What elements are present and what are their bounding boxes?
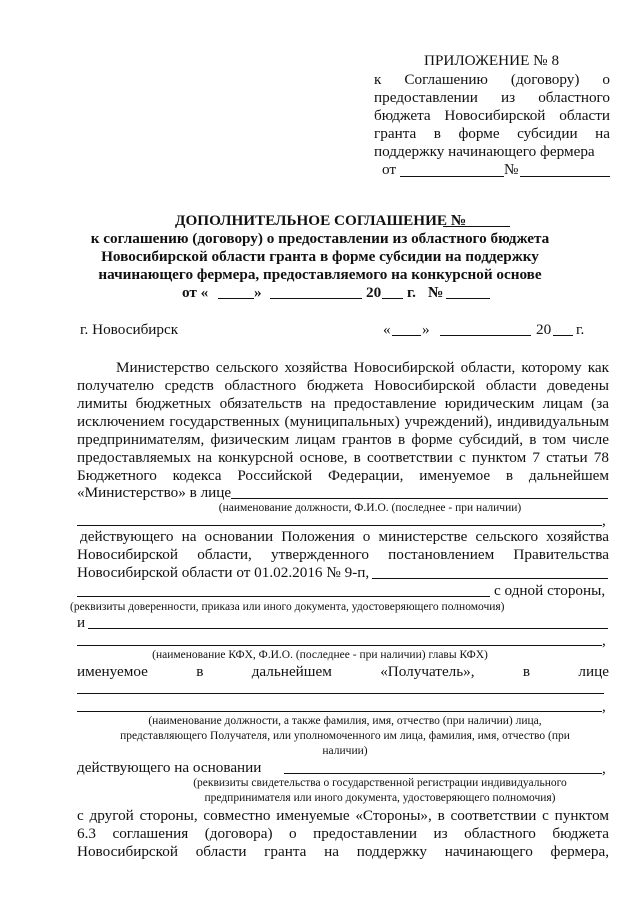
body-line: Новосибирской области гранта на поддержку начинающего фермера, (77, 843, 609, 860)
comma: , (602, 632, 606, 649)
place-year-prefix: 20 (536, 321, 552, 338)
place-day-field (392, 335, 421, 336)
acting-basis-field (284, 773, 602, 774)
decree-line: Новосибирской области от 01.02.2016 № 9-п, (77, 564, 370, 581)
body-line: 6.3 соглашения (договора) о предоставлении из областного бюджета (77, 825, 609, 842)
body-line: предоставляемых на конкурсной основе, в соответствии с пунктом 7 статьи 78 (77, 449, 609, 466)
kfh-field-2 (77, 645, 602, 646)
body-line: исключением государственных (муниципальных) учреждений), индивидуальным (77, 413, 609, 430)
body-line: действующего на основании Положения о министерстве сельского хозяйства (80, 528, 609, 545)
body-line: с другой стороны, совместно именуемые «Стороны», в соответствии с пунктом (77, 807, 609, 824)
place-quote-close: » (422, 321, 430, 338)
caption-representative: представляющего Получателя, или уполномоченного им лица, фамилия, имя, отчество (при (120, 730, 570, 742)
body-line: получателю средств областного бюджета Новосибирской области доведены (77, 377, 609, 394)
body-line: Министерство сельского хозяйства Новосибирской области, которому как (116, 359, 609, 376)
heading-month-field (270, 298, 362, 299)
heading-line: начинающего фермера, предоставляемого на конкурсной основе (98, 266, 542, 283)
appendix-date-field (400, 176, 504, 177)
acting-basis-label: действующего на основании (77, 759, 262, 776)
appendix-line: гранта в форме субсидии на (374, 125, 610, 142)
place-year-field (553, 335, 573, 336)
caption-position-name: (наименование должности, Ф.И.О. (последнее - при наличии) (218, 502, 522, 514)
body-line: предпринимателям, физическим лицам грантов в форме субсидий, в том числе (77, 431, 609, 448)
agreement-title (175, 212, 466, 230)
hereinafter-line (77, 663, 609, 681)
comma: , (602, 760, 606, 777)
city-label: г. Новосибирск (80, 321, 179, 338)
heading-year-field (382, 298, 403, 299)
hereinafter-word: лице (578, 663, 609, 680)
ministry-in-person: «Министерство» в лице (77, 484, 232, 501)
caption-certificate: предпринимателя или иного документа, удостоверяющего полномочия) (204, 792, 556, 804)
caption-certificate: (реквизиты свидетельства о государственной регистрации индивидуального (193, 777, 567, 789)
heading-line: Новосибирской области гранта в форме субсидии на поддержку (101, 248, 539, 265)
body-line: Бюджетного кодекса Российской Федерации, именуемое в дальнейшем (77, 467, 609, 484)
appendix-number-label: № (504, 161, 519, 178)
heading-year-prefix: 20 (366, 284, 382, 301)
body-line: Новосибирской области, утвержденного постановлением Правительства (77, 546, 609, 563)
appendix-line: к Соглашению (договору) о (374, 71, 610, 88)
caption-representative: (наименование должности, а также фамилия, имя, отчество (при наличии) лица, (148, 715, 542, 727)
heading-number-field (446, 298, 490, 299)
place-month-field (440, 335, 531, 336)
agreement-title-text: ДОПОЛНИТЕЛЬНОЕ СОГЛАШЕНИЕ № (175, 212, 467, 229)
comma: , (602, 698, 606, 715)
heading-number-label: № (428, 284, 444, 301)
one-side-label: с одной стороны, (494, 582, 606, 599)
hereinafter-word: именуемое (77, 663, 148, 680)
blank-line (77, 525, 602, 526)
appendix-line: бюджета Новосибирской области (374, 107, 610, 124)
kfh-field-1 (88, 628, 608, 629)
agreement-number-field (443, 226, 510, 227)
heading-day-field (218, 298, 254, 299)
heading-quote-close: » (254, 284, 262, 301)
caption-power-attorney: (реквизиты доверенности, приказа или иного документа, удостоверяющего полномочия) (70, 601, 505, 613)
representative-field-1 (77, 693, 604, 694)
hereinafter-word: в (196, 663, 204, 680)
appendix-title: ПРИЛОЖЕНИЕ № 8 (424, 52, 560, 69)
body-line: лимиты бюджетных обязательств на предоставление юридическим лицам (за (77, 395, 609, 412)
heading-line: к соглашению (договору) о предоставлении из областного бюджета (90, 230, 550, 247)
hereinafter-word: дальнейшем (251, 663, 332, 680)
appendix-number-field (520, 176, 610, 177)
caption-representative: наличии) (322, 745, 368, 757)
heading-date-from: от « (182, 284, 209, 301)
place-year-suffix: г. (576, 321, 585, 338)
appendix-line: предоставлении из областного (374, 89, 610, 106)
appendix-line: поддержку начинающего фермера (374, 143, 595, 160)
comma: , (602, 512, 606, 529)
hereinafter-word: «Получатель», (380, 663, 475, 680)
ministry-representative-field (231, 498, 608, 499)
heading-year-suffix: г. (407, 284, 416, 301)
representative-field-2 (77, 711, 602, 712)
power-attorney-field (77, 596, 490, 597)
caption-kfh: (наименование КФХ, Ф.И.О. (последнее - при наличии) главы КФХ) (152, 649, 488, 661)
appendix-from-label: от (382, 161, 397, 178)
and-label: и (77, 614, 86, 631)
decree-field (372, 578, 608, 579)
place-quote-open: « (383, 321, 391, 338)
hereinafter-word: в (522, 663, 531, 680)
